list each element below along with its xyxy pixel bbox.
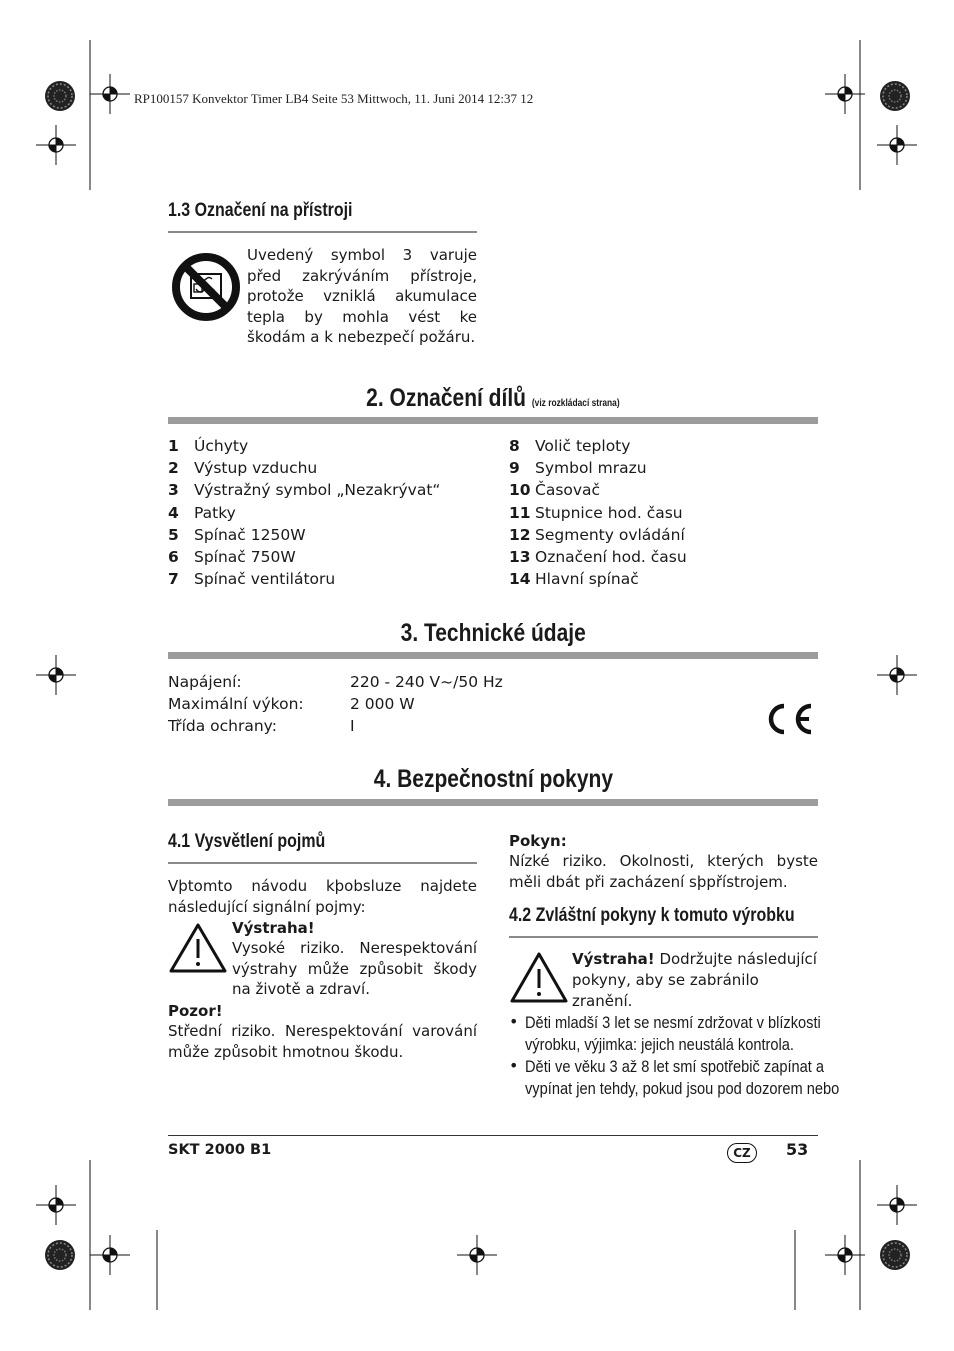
section-1-3-heading: 1.3 Označení na přístroji [168, 200, 353, 221]
section-2-heading [366, 384, 619, 413]
section-4-1-rule [168, 862, 477, 864]
caution-label: Pozor! [168, 1002, 223, 1020]
bullet-text: vypínat jen tehdy, pokud jsou pod dozorem nebo [525, 1079, 840, 1098]
section-4-2-heading: 4.2 Zvláštní pokyny k tomuto výrobku [509, 905, 795, 926]
warning-text: Dodržujte následující pokyny, aby se zabránilo zranění. [572, 950, 817, 1010]
list-item: 3 Výstražný symbol „Nezakrývat“ [168, 481, 441, 499]
list-item: 9 Symbol mrazu [509, 459, 647, 477]
section-4-heading: 4. Bezpečnostní pokyny [373, 765, 613, 793]
bullet-marker: • [509, 1056, 519, 1075]
spec-value: 220 - 240 V~/50 Hz [350, 673, 503, 691]
spec-label: Napájení: [168, 673, 242, 691]
list-item: 14 Hlavní spínač [509, 570, 639, 588]
page-number: 53 [786, 1140, 809, 1159]
warning-label: Výstraha! [572, 950, 655, 968]
do-not-cover-icon [170, 251, 242, 323]
ce-mark-icon [762, 702, 814, 736]
warning-triangle-icon [168, 922, 228, 974]
list-item: 4 Patky [168, 504, 236, 522]
section-2-note: (viz rozkládací strana) [531, 398, 620, 409]
country-badge: CZ [727, 1143, 757, 1163]
list-item: 8 Volič teploty [509, 437, 631, 455]
print-info-line: RP100157 Konvektor Timer LB4 Seite 53 Mittwoch, 11. Juni 2014 12:37 12 [134, 91, 534, 106]
list-item: 7 Spínač ventilátoru [168, 570, 336, 588]
section-4-1-heading: 4.1 Vysvětlení pojmů [168, 831, 326, 852]
list-item: 1 Úchyty [168, 437, 249, 455]
bullet-marker: • [509, 1012, 519, 1031]
notice-label: Pokyn: [509, 832, 567, 850]
section-4-1-intro: Vþtomto návodu kþobsluze najdete následující signální pojmy: [168, 877, 477, 916]
notice-text: Nízké riziko. Okolnosti, kterých byste měli dbát při zacházení sþpřístrojem. [509, 852, 818, 891]
warning-text: Vysoké riziko. Nerespektování výstrahy může způsobit škody na životě a zdraví. [232, 939, 477, 999]
section-2-rule [168, 417, 818, 424]
spec-label: Třída ochrany: [168, 717, 277, 735]
spec-value: I [350, 717, 355, 735]
section-1-3-text: Uvedený symbol 3 varuje před zakrýváním přístroje, protože vzniklá akumulace tepla by mohla vést ke škodám a k nebezpečí požáru. [247, 246, 477, 347]
caution-text: Střední riziko. Nerespektování varování může způsobit hmotnou škodu. [168, 1022, 477, 1061]
section-3-rule [168, 652, 818, 659]
warning-triangle-icon [509, 951, 569, 1005]
list-item: 12 Segmenty ovládání [509, 526, 685, 544]
section-2-title: 2. Označení dílů [366, 384, 527, 412]
section-4-2-warning [572, 949, 818, 1012]
list-item: 10 Časovač [509, 481, 601, 499]
section-1-3-rule [168, 231, 477, 233]
bullet-text: výrobku, výjimka: jejich neustálá kontrola. [525, 1035, 794, 1054]
section-4-rule [168, 799, 818, 806]
list-item: 13 Označení hod. času [509, 548, 687, 566]
list-item: 11 Stupnice hod. času [509, 504, 683, 522]
bullet-text: Děti mladší 3 let se nesmí zdržovat v blízkosti [525, 1013, 821, 1032]
spec-value: 2 000 W [350, 695, 415, 713]
spec-label: Maximální výkon: [168, 695, 304, 713]
footer-rule [168, 1135, 818, 1136]
list-item: 5 Spínač 1250W [168, 526, 306, 544]
list-item: 6 Spínač 750W [168, 548, 296, 566]
list-item: 2 Výstup vzduchu [168, 459, 318, 477]
footer-model: SKT 2000 B1 [168, 1142, 272, 1158]
bullet-text: Děti ve věku 3 až 8 let smí spotřebič zapínat a [525, 1057, 825, 1076]
section-3-heading: 3. Technické údaje [400, 619, 586, 647]
warning-label: Výstraha! [232, 919, 315, 937]
section-4-2-rule [509, 936, 818, 938]
